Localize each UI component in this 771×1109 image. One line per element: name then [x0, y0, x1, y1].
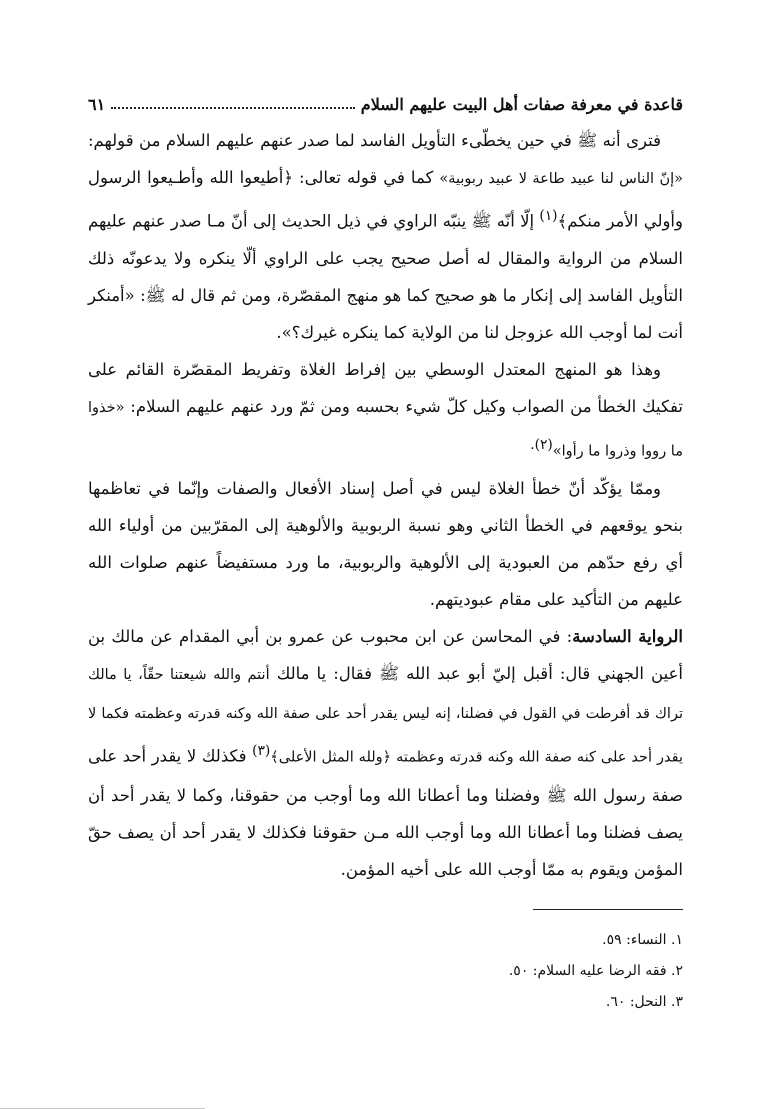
narration-heading: الرواية السادسة — [572, 627, 684, 646]
running-title: قاعدة في معرفة صفات أهل البيت عليهم السلام — [360, 95, 683, 114]
p3-text: وممّا يؤكّد أنّ خطأ الغلاة ليس في أصل إسناد الأفعال والصفات وإنّما في تعاظمها بنحو يوقعهم في الخطأ الثاني وهو نسبة الربوبية والألوهية إلى المقرّبين من أولياء الله أي رفع حدّهم من العبودية إلى الألوهية والربوبية، ما ورد مستفيضاً عنهم صلوات الله عليهم من التأكيد على مقام عبوديتهم. — [88, 479, 683, 609]
footnotes — [88, 925, 683, 1018]
paragraph-2 — [88, 351, 683, 471]
p1-line1: فترى أنه ﷺ في حين يخطّىء التأويل الفاسد لما صدر عنهم عليهم السلام من قولهم: — [88, 131, 661, 150]
footnote-2: ٢. فقه الرضا عليه السلام: ٥٠. — [508, 963, 683, 979]
page-number: ٦١ — [88, 95, 106, 114]
p2-quote: «خذوا ما رووا وذروا ما رأوا» — [88, 399, 683, 459]
p1-rest: إلّا أنّه ﷺ ينبّه الراوي في ذيل الحديث إلى أنّ مـا صدر عنهم عليهم السلام من الرواية والمقال له أصل صحيح يجب على الراوي ألّا ينكره ولا يدعونّه ذلك التأويل الفاسد إلى إنكار ما هو صحيح كما هو منهج المقصّرة، ومن ثم قال له ﷺ: «أمنكر أنت لما أوجب الله عزوجل لنا من الولاية كما ينكره غيرك؟». — [88, 211, 683, 342]
paragraph-3 — [88, 470, 683, 618]
p4-quote: أنتم والله شيعتنا حقّاً، يا مالك تراك قد أفرطت في القول في فضلنا، إنه ليس يقدر أحد على صفة الله وكنه قدرته وعظمته فكما لا يقدر أحد على كنه صفة الله وكنه قدرته وعظمته ﴿ولله المثل الأعلى﴾ — [88, 667, 683, 766]
paragraph-4 — [88, 618, 683, 888]
p1-quote: «إنّ الناس لنا عبيد طاعة لا عبيد ربوبية» — [439, 171, 684, 187]
footnote-ref-3: (٣) — [252, 743, 271, 759]
footnote-1: ١. النساء: ٥٩. — [602, 932, 683, 948]
running-header — [88, 84, 683, 114]
main-text — [88, 122, 683, 888]
p4-intro: : في المحاسن عن ابن محبوب عن عمرو بن أبي المقدام عن مالك بن أعين الجهني قال: أقبل إليّ أبو عبد الله ﷺ فقال: يا مالك — [88, 627, 683, 683]
footnote-3: ٣. النحل: ٦٠. — [605, 994, 683, 1010]
leader-dots — [111, 107, 355, 109]
paragraph-1 — [88, 122, 683, 351]
footnote-ref-1: (١) — [539, 208, 558, 224]
p4-rest: فكذلك لا يقدر أحد على صفة رسول الله ﷺ وفضلنا وما أعطانا الله وما أوجب من حقوقنا، وكما لا يقدر أحد أن يصف فضلنا وما أعطانا الله وما أوجب الله مـن حقوقنا فكذلك لا يقدر أحد أن يصف حقّ المؤمن ويقوم به ممّا أوجب الله على أخيه المؤمن. — [88, 746, 683, 879]
footnote-separator — [533, 909, 683, 910]
footnote-ref-2: (٢). — [530, 436, 553, 453]
p2-text: وهذا هو المنهج المعتدل الوسطي بين إفراط الغلاة وتفريط المقصّرة القائم على تفكيك الخطأ من الصواب وكيل كلّ شيء بحسبه ومن ثمّ ورد عنهم عليهم السلام: — [88, 359, 683, 416]
p1-after-quote: كما في قوله تعالى: ﴿أطيعوا الله وأطـيعوا الرسول وأولي الأمر منكم﴾ — [88, 168, 683, 231]
